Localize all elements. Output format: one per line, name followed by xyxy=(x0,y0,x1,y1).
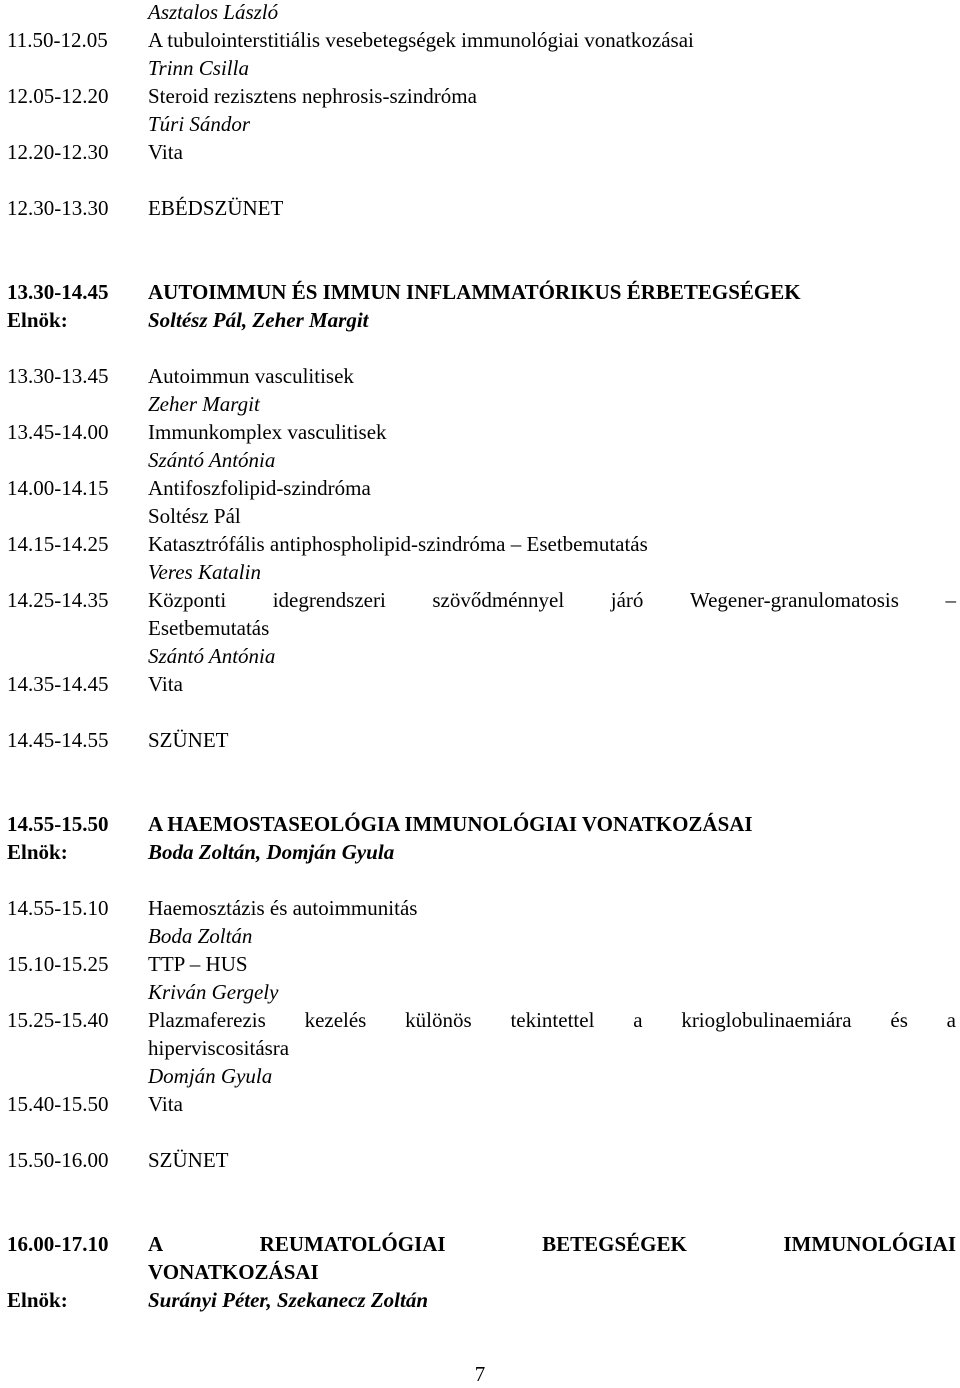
program-item: 11.50-12.05 A tubulointerstitiális vesebetegségek immunológiai vonatkozásai xyxy=(7,28,694,52)
justified-title-line: Központi idegrendszeri szövődménnyel járó Wegener-granulomatosis – xyxy=(148,588,956,612)
speaker-line: Szántó Antónia xyxy=(148,644,276,668)
session-chairs: Elnök: Boda Zoltán, Domján Gyula xyxy=(7,840,395,864)
program-item: 12.05-12.20 Steroid rezisztens nephrosis-szindróma xyxy=(7,84,477,108)
break-item: 15.50-16.00 SZÜNET xyxy=(7,1148,229,1172)
program-item: 14.25-14.35 Központi idegrendszeri szövődménnyel járó Wegener-granulomatosis – xyxy=(7,588,956,612)
justified-title-line: A REUMATOLÓGIAI BETEGSÉGEK IMMUNOLÓGIAI xyxy=(148,1232,956,1256)
justified-title-line: Plazmaferezis kezelés különös tekintettel a krioglobulinaemiára és a xyxy=(148,1008,956,1032)
program-item: 14.35-14.45 Vita xyxy=(7,672,183,696)
speaker-line: Asztalos László xyxy=(148,0,279,24)
speaker-line: Soltész Pál xyxy=(148,504,241,528)
speaker-line: Túri Sándor xyxy=(148,112,251,136)
page-number: 7 xyxy=(474,1362,486,1386)
session-chairs: Elnök: Soltész Pál, Zeher Margit xyxy=(7,308,369,332)
program-item: 12.20-12.30 Vita xyxy=(7,140,183,164)
program-item-continuation: hiperviscositásra xyxy=(148,1036,290,1060)
session-heading: 14.55-15.50 A HAEMOSTASEOLÓGIA IMMUNOLÓGIAI VONATKOZÁSAI xyxy=(7,812,753,836)
speaker-line: Domján Gyula xyxy=(148,1064,273,1088)
speaker-line: Veres Katalin xyxy=(148,560,261,584)
program-item: 14.15-14.25 Katasztrófális antiphospholipid-szindróma – Esetbemutatás xyxy=(7,532,648,556)
program-item: 15.25-15.40 Plazmaferezis kezelés különös tekintettel a krioglobulinaemiára és a xyxy=(7,1008,956,1032)
program-item: 13.45-14.00 Immunkomplex vasculitisek xyxy=(7,420,387,444)
program-item: 15.40-15.50 Vita xyxy=(7,1092,183,1116)
program-item: 13.30-13.45 Autoimmun vasculitisek xyxy=(7,364,354,388)
session-heading: 16.00-17.10 A REUMATOLÓGIAI BETEGSÉGEK IMMUNOLÓGIAI xyxy=(7,1232,956,1256)
session-heading: 13.30-14.45 AUTOIMMUN ÉS IMMUN INFLAMMATÓRIKUS ÉRBETEGSÉGEK xyxy=(7,280,801,304)
session-heading-continuation: VONATKOZÁSAI xyxy=(148,1260,319,1284)
speaker-line: Trinn Csilla xyxy=(148,56,249,80)
speaker-line: Boda Zoltán xyxy=(148,924,253,948)
break-item: 14.45-14.55 SZÜNET xyxy=(7,728,229,752)
program-item: 14.00-14.15 Antifoszfolipid-szindróma xyxy=(7,476,371,500)
speaker-line: Szántó Antónia xyxy=(148,448,276,472)
break-item: 12.30-13.30 EBÉDSZÜNET xyxy=(7,196,284,220)
program-item: 15.10-15.25 TTP – HUS xyxy=(7,952,248,976)
program-item: 14.55-15.10 Haemosztázis és autoimmunitás xyxy=(7,896,418,920)
speaker-line: Zeher Margit xyxy=(148,392,260,416)
program-item-continuation: Esetbemutatás xyxy=(148,616,270,640)
session-chairs: Elnök: Surányi Péter, Szekanecz Zoltán xyxy=(7,1288,429,1312)
speaker-line: Kriván Gergely xyxy=(148,980,279,1004)
